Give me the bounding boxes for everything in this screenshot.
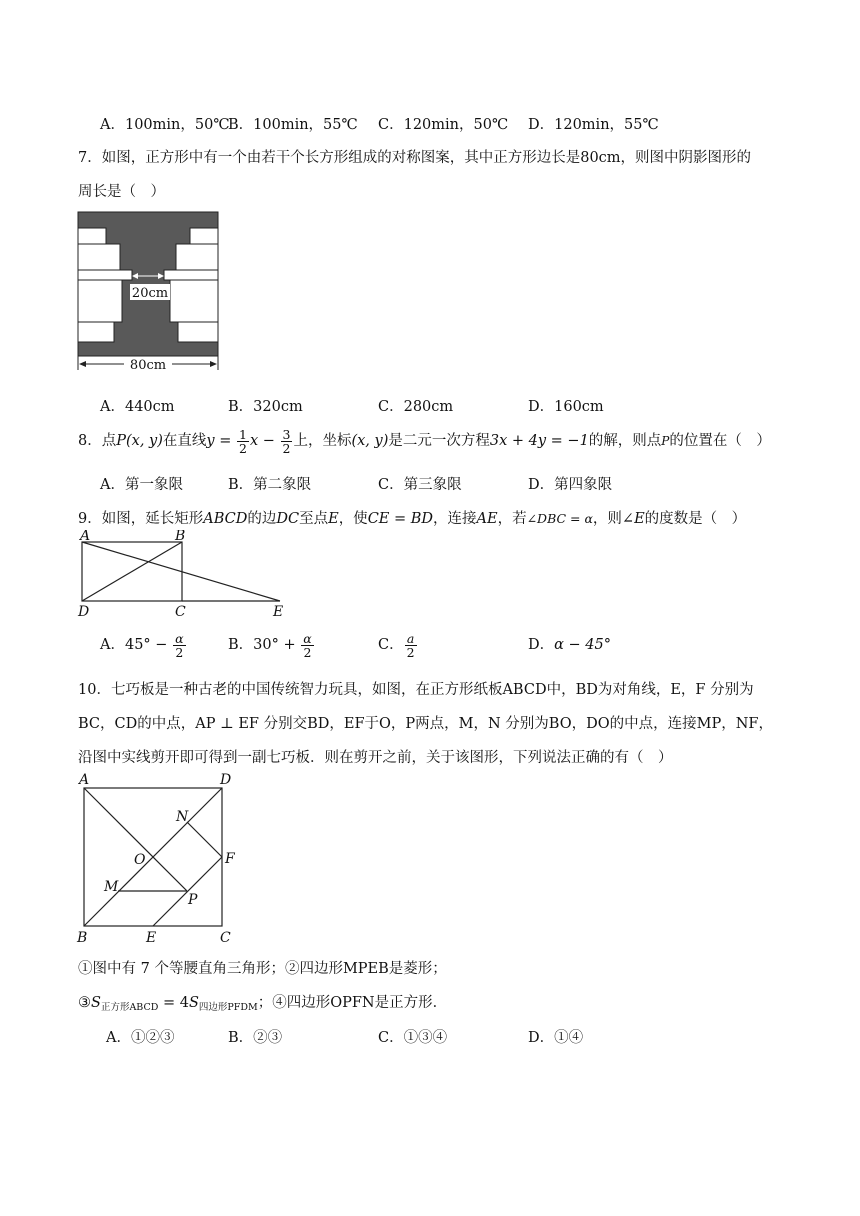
q9-option-b: B．30° + $\frac{\alpha}{2}$: [228, 630, 312, 660]
q10-stem-line1: 10．七巧板是一种古老的中国传统智力玩具，如图，在正方形纸板ABCD中，BD为对角线，E，F 分别为: [78, 682, 754, 698]
q7-label-80cm: 80cm: [129, 358, 167, 373]
q8-eq-y: y: [206, 433, 215, 449]
q10-statement-3-4: $③S_{正方形ABCD} = 4S_{四边形PFDM}$；④四边形OPFN是正方形．: [78, 995, 448, 1013]
q8-stem: [78, 426, 771, 456]
q8-xy-2: (x, y): [351, 433, 389, 449]
q6-option-b: B．100min，55℃: [228, 117, 358, 133]
q10-label-b: B: [77, 930, 88, 946]
q10-label-d: D: [220, 772, 232, 788]
q9-segment-ae: [82, 542, 280, 601]
q10-segment-nf: [187, 822, 222, 857]
q10-option-d: D．①④: [528, 1030, 584, 1046]
q10-figure: [74, 770, 244, 948]
q10-segment-ap: [84, 788, 187, 891]
q6-option-a: A．100min，50℃: [100, 117, 230, 133]
q8-text-1: 8．点: [78, 433, 117, 449]
q10-option-b: B．②③: [228, 1030, 283, 1046]
q6-option-c: C．120min，50℃: [378, 117, 509, 133]
q10-label-c: C: [220, 930, 231, 946]
q10-option-a: A．①②③: [106, 1030, 175, 1046]
q9-angle-e: ∠E: [621, 511, 645, 527]
q9-e: E: [328, 511, 339, 527]
q9-option-d: D．α − 45°: [528, 637, 612, 653]
q10-label-p: P: [188, 892, 198, 908]
q9-option-a: A．45° − $\frac{\alpha}{2}$: [100, 630, 184, 660]
q9-label-a: A: [80, 530, 91, 544]
q7-option-a: A．440cm: [100, 399, 175, 415]
q8-frac-1: $\frac{1}{2}$: [238, 426, 247, 456]
q7-stem-line2: 周长是（ ）: [78, 184, 165, 200]
q9-ce-bd: CE = BD: [367, 511, 434, 527]
q9-stem: 9．如图，延长矩形ABCD的边DC至点E，使CE = BD，连接AE，若∠DBC = α，则∠E的度数是（ ）: [78, 511, 747, 527]
q9-ae: AE: [476, 511, 498, 527]
q10-stem-line3: 沿图中实线剪开即可得到一副七巧板．则在剪开之前，关于该图形，下列说法正确的有（ ）: [78, 750, 673, 766]
q9-diagonal-bd: [82, 542, 182, 601]
q9-abcd: ABCD: [203, 511, 248, 527]
q8-eq-minus: −: [258, 433, 280, 449]
q8-text-5: 的解，则点: [588, 433, 662, 449]
q8-eq-equals: =: [214, 433, 236, 449]
q10-label-o: O: [134, 852, 146, 868]
q8-option-a: A．第一象限: [100, 477, 183, 493]
q7-label-20cm: 20cm: [131, 286, 169, 301]
q8-option-d: D．第四象限: [528, 477, 613, 493]
q8-text-4: 是二元一次方程: [388, 433, 490, 449]
q8-xy: (x, y): [126, 433, 163, 449]
q9-label-c: C: [175, 604, 186, 620]
q9-figure: [74, 530, 294, 620]
q10-label-n: N: [176, 809, 189, 825]
q7-option-c: C．280cm: [378, 399, 454, 415]
q7-stem-line1: 7．如图，正方形中有一个由若干个长方形组成的对称图案，其中正方形边长是80cm，则图中阴影图形的: [78, 150, 752, 166]
q9-label-b: B: [175, 530, 186, 544]
q10-statement-1-2: ①图中有 7 个等腰直角三角形；②四边形MPEB是菱形；: [78, 961, 447, 977]
q8-text-6: 的位置在（ ）: [669, 433, 771, 449]
q10-label-m: M: [104, 879, 119, 895]
q8-text-3: 上，坐标: [293, 433, 352, 449]
q8-point-p-2: P: [661, 434, 670, 448]
q8-point-p: P: [116, 433, 126, 449]
q10-stem-line2: BC，CD的中点，AP ⊥ EF 分别交BD，EF于O，P两点，M，N 分别为BO，DO的中点，连接MP，NF，: [78, 716, 773, 732]
q8-option-b: B．第二象限: [228, 477, 312, 493]
q7-option-d: D．160cm: [528, 399, 604, 415]
q8-eq-2: 3x + 4y = −1: [489, 433, 589, 449]
q10-label-a: A: [79, 772, 90, 788]
q9-angle-dbc: ∠DBC = α: [526, 511, 593, 526]
q10-label-f: F: [225, 851, 235, 867]
q9-dc: DC: [276, 511, 300, 527]
q8-text-2: 在直线: [162, 433, 207, 449]
q6-option-d: D．120min，55℃: [528, 117, 659, 133]
q10-option-c: C．①③④: [378, 1030, 448, 1046]
q9-label-d: D: [78, 604, 90, 620]
q8-frac-2: $\frac{3}{2}$: [282, 426, 291, 456]
q10-label-e: E: [146, 930, 157, 946]
q7-figure: [74, 208, 224, 376]
q8-eq-x: x: [249, 433, 259, 449]
q8-option-c: C．第三象限: [378, 477, 462, 493]
q9-option-c: C． $\frac{a}{2}$: [378, 630, 415, 660]
q7-option-b: B．320cm: [228, 399, 303, 415]
q9-label-e: E: [273, 604, 284, 620]
